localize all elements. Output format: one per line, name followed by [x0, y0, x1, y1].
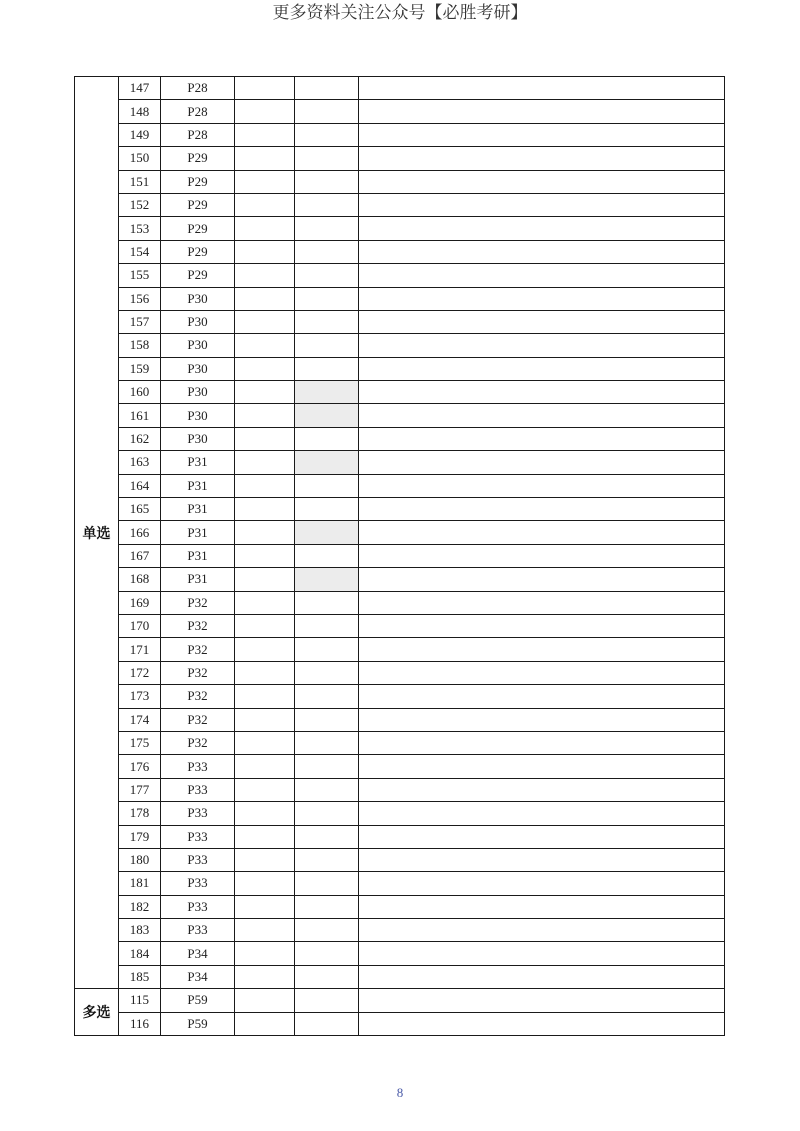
blank-cell-1[interactable]: [235, 310, 295, 333]
question-number-cell: 163: [119, 451, 161, 474]
table-row: [75, 708, 725, 731]
notes-cell[interactable]: [359, 381, 725, 404]
blank-cell-1[interactable]: [235, 802, 295, 825]
question-number-cell: 170: [119, 614, 161, 637]
table-row: [75, 170, 725, 193]
page-ref-cell: P29: [161, 240, 235, 263]
question-number-cell: 158: [119, 334, 161, 357]
answer-cell[interactable]: [295, 825, 359, 848]
table-row: [75, 474, 725, 497]
notes-cell[interactable]: [359, 498, 725, 521]
table-row: [75, 872, 725, 895]
question-number-cell: 159: [119, 357, 161, 380]
blank-cell-1[interactable]: [235, 381, 295, 404]
answer-cell[interactable]: [295, 848, 359, 871]
page-ref-cell: P30: [161, 334, 235, 357]
question-number-cell: 156: [119, 287, 161, 310]
question-number-cell: 150: [119, 147, 161, 170]
answer-cell[interactable]: [295, 919, 359, 942]
answer-cell[interactable]: [295, 193, 359, 216]
answer-cell[interactable]: [295, 661, 359, 684]
notes-cell[interactable]: [359, 708, 725, 731]
table-row: [75, 661, 725, 684]
blank-cell-1[interactable]: [235, 614, 295, 637]
question-number-cell: 166: [119, 521, 161, 544]
notes-cell[interactable]: [359, 240, 725, 263]
page-ref-cell: P59: [161, 989, 235, 1012]
question-number-cell: 172: [119, 661, 161, 684]
question-number-cell: 116: [119, 1012, 161, 1035]
answer-cell[interactable]: [295, 123, 359, 146]
page-ref-cell: P31: [161, 474, 235, 497]
blank-cell-1[interactable]: [235, 264, 295, 287]
table-row: [75, 614, 725, 637]
blank-cell-1[interactable]: [235, 568, 295, 591]
page-ref-cell: P32: [161, 638, 235, 661]
table-row: [75, 357, 725, 380]
blank-cell-1[interactable]: [235, 287, 295, 310]
question-number-cell: 148: [119, 100, 161, 123]
page-ref-cell: P32: [161, 685, 235, 708]
question-number-cell: 184: [119, 942, 161, 965]
notes-cell[interactable]: [359, 521, 725, 544]
page-ref-cell: P59: [161, 1012, 235, 1035]
page-ref-cell: P31: [161, 521, 235, 544]
table-row: [75, 240, 725, 263]
table-row: [75, 591, 725, 614]
answer-cell[interactable]: [295, 404, 359, 427]
question-number-cell: 185: [119, 965, 161, 988]
notes-cell[interactable]: [359, 661, 725, 684]
table-row: [75, 427, 725, 450]
blank-cell-1[interactable]: [235, 1012, 295, 1035]
page-ref-cell: P30: [161, 287, 235, 310]
answer-cell[interactable]: [295, 614, 359, 637]
blank-cell-1[interactable]: [235, 872, 295, 895]
blank-cell-1[interactable]: [235, 942, 295, 965]
answer-cell[interactable]: [295, 895, 359, 918]
table-row: [75, 825, 725, 848]
page-ref-cell: P30: [161, 404, 235, 427]
answer-cell[interactable]: [295, 334, 359, 357]
page-header: 更多资料关注公众号【必胜考研】: [272, 3, 528, 23]
blank-cell-1[interactable]: [235, 895, 295, 918]
blank-cell-1[interactable]: [235, 638, 295, 661]
answer-cell[interactable]: [295, 731, 359, 754]
question-number-cell: 151: [119, 170, 161, 193]
notes-cell[interactable]: [359, 100, 725, 123]
notes-cell[interactable]: [359, 264, 725, 287]
question-table: [74, 76, 725, 1036]
notes-cell[interactable]: [359, 310, 725, 333]
question-number-cell: 154: [119, 240, 161, 263]
table-row: [75, 731, 725, 754]
page-ref-cell: P34: [161, 965, 235, 988]
answer-cell[interactable]: [295, 474, 359, 497]
answer-cell[interactable]: [295, 544, 359, 567]
notes-cell[interactable]: [359, 1012, 725, 1035]
answer-cell[interactable]: [295, 287, 359, 310]
page-ref-cell: P30: [161, 310, 235, 333]
blank-cell-1[interactable]: [235, 989, 295, 1012]
blank-cell-1[interactable]: [235, 755, 295, 778]
answer-cell[interactable]: [295, 310, 359, 333]
question-number-cell: 155: [119, 264, 161, 287]
table-row: [75, 334, 725, 357]
question-number-cell: 182: [119, 895, 161, 918]
table-row: [75, 77, 725, 100]
blank-cell-1[interactable]: [235, 685, 295, 708]
question-number-cell: 147: [119, 77, 161, 100]
notes-cell[interactable]: [359, 544, 725, 567]
page-ref-cell: P32: [161, 614, 235, 637]
blank-cell-1[interactable]: [235, 825, 295, 848]
page-ref-cell: P31: [161, 544, 235, 567]
question-number-cell: 178: [119, 802, 161, 825]
table-row: [75, 264, 725, 287]
question-number-cell: 181: [119, 872, 161, 895]
question-number-cell: 157: [119, 310, 161, 333]
page-ref-cell: P32: [161, 708, 235, 731]
table-row: [75, 919, 725, 942]
blank-cell-1[interactable]: [235, 544, 295, 567]
question-type-cell: 单选: [75, 77, 119, 989]
answer-cell[interactable]: [295, 381, 359, 404]
blank-cell-1[interactable]: [235, 919, 295, 942]
table-row: [75, 521, 725, 544]
table-row: [75, 1012, 725, 1035]
blank-cell-1[interactable]: [235, 404, 295, 427]
notes-cell[interactable]: [359, 919, 725, 942]
question-number-cell: 175: [119, 731, 161, 754]
answer-cell[interactable]: [295, 1012, 359, 1035]
notes-cell[interactable]: [359, 147, 725, 170]
question-number-cell: 162: [119, 427, 161, 450]
notes-cell[interactable]: [359, 170, 725, 193]
blank-cell-1[interactable]: [235, 778, 295, 801]
page-ref-cell: P31: [161, 451, 235, 474]
question-number-cell: 169: [119, 591, 161, 614]
question-number-cell: 160: [119, 381, 161, 404]
table-row: [75, 498, 725, 521]
table-row: [75, 100, 725, 123]
page-ref-cell: P33: [161, 802, 235, 825]
blank-cell-1[interactable]: [235, 848, 295, 871]
table-row: [75, 451, 725, 474]
table-row: [75, 942, 725, 965]
answer-cell[interactable]: [295, 708, 359, 731]
answer-cell[interactable]: [295, 778, 359, 801]
page-ref-cell: P28: [161, 100, 235, 123]
question-number-cell: 165: [119, 498, 161, 521]
blank-cell-1[interactable]: [235, 77, 295, 100]
notes-cell[interactable]: [359, 357, 725, 380]
blank-cell-1[interactable]: [235, 731, 295, 754]
question-number-cell: 177: [119, 778, 161, 801]
page-ref-cell: P30: [161, 427, 235, 450]
answer-cell[interactable]: [295, 638, 359, 661]
page-ref-cell: P30: [161, 381, 235, 404]
question-number-cell: 161: [119, 404, 161, 427]
page-ref-cell: P33: [161, 895, 235, 918]
table-row: [75, 310, 725, 333]
notes-cell[interactable]: [359, 77, 725, 100]
table-row: [75, 544, 725, 567]
answer-cell[interactable]: [295, 521, 359, 544]
page-ref-cell: P32: [161, 591, 235, 614]
table-row: [75, 802, 725, 825]
blank-cell-1[interactable]: [235, 100, 295, 123]
table-row: [75, 989, 725, 1012]
question-number-cell: 164: [119, 474, 161, 497]
notes-cell[interactable]: [359, 123, 725, 146]
answer-cell[interactable]: [295, 427, 359, 450]
blank-cell-1[interactable]: [235, 123, 295, 146]
question-number-cell: 180: [119, 848, 161, 871]
blank-cell-1[interactable]: [235, 661, 295, 684]
answer-cell[interactable]: [295, 217, 359, 240]
question-number-cell: 174: [119, 708, 161, 731]
answer-cell[interactable]: [295, 591, 359, 614]
answer-cell[interactable]: [295, 872, 359, 895]
answer-cell[interactable]: [295, 498, 359, 521]
notes-cell[interactable]: [359, 287, 725, 310]
blank-cell-1[interactable]: [235, 965, 295, 988]
notes-cell[interactable]: [359, 193, 725, 216]
question-number-cell: 115: [119, 989, 161, 1012]
page-ref-cell: P29: [161, 264, 235, 287]
table-row: [75, 217, 725, 240]
blank-cell-1[interactable]: [235, 170, 295, 193]
notes-cell[interactable]: [359, 451, 725, 474]
blank-cell-1[interactable]: [235, 708, 295, 731]
page-ref-cell: P31: [161, 498, 235, 521]
notes-cell[interactable]: [359, 731, 725, 754]
page-ref-cell: P28: [161, 123, 235, 146]
question-number-cell: 168: [119, 568, 161, 591]
notes-cell[interactable]: [359, 591, 725, 614]
answer-cell[interactable]: [295, 170, 359, 193]
question-number-cell: 152: [119, 193, 161, 216]
table-row: [75, 848, 725, 871]
notes-cell[interactable]: [359, 474, 725, 497]
page-ref-cell: P34: [161, 942, 235, 965]
question-number-cell: 171: [119, 638, 161, 661]
page-ref-cell: P33: [161, 778, 235, 801]
page-ref-cell: P33: [161, 825, 235, 848]
notes-cell[interactable]: [359, 334, 725, 357]
notes-cell[interactable]: [359, 217, 725, 240]
page-ref-cell: P28: [161, 77, 235, 100]
page-ref-cell: P32: [161, 731, 235, 754]
notes-cell[interactable]: [359, 965, 725, 988]
notes-cell[interactable]: [359, 872, 725, 895]
question-type-cell: 多选: [75, 989, 119, 1036]
answer-cell[interactable]: [295, 240, 359, 263]
answer-cell[interactable]: [295, 77, 359, 100]
notes-cell[interactable]: [359, 989, 725, 1012]
table-row: [75, 381, 725, 404]
answer-cell[interactable]: [295, 147, 359, 170]
table-row: [75, 638, 725, 661]
answer-cell[interactable]: [295, 451, 359, 474]
answer-cell[interactable]: [295, 568, 359, 591]
table-row: [75, 895, 725, 918]
table-row: [75, 287, 725, 310]
notes-cell[interactable]: [359, 755, 725, 778]
blank-cell-1[interactable]: [235, 498, 295, 521]
blank-cell-1[interactable]: [235, 521, 295, 544]
blank-cell-1[interactable]: [235, 357, 295, 380]
blank-cell-1[interactable]: [235, 334, 295, 357]
page-ref-cell: P29: [161, 170, 235, 193]
blank-cell-1[interactable]: [235, 193, 295, 216]
table-row: [75, 778, 725, 801]
page-ref-cell: P29: [161, 193, 235, 216]
notes-cell[interactable]: [359, 895, 725, 918]
table-row: [75, 685, 725, 708]
notes-cell[interactable]: [359, 825, 725, 848]
question-number-cell: 173: [119, 685, 161, 708]
page-ref-cell: P29: [161, 147, 235, 170]
blank-cell-1[interactable]: [235, 147, 295, 170]
blank-cell-1[interactable]: [235, 217, 295, 240]
blank-cell-1[interactable]: [235, 427, 295, 450]
answer-cell[interactable]: [295, 685, 359, 708]
question-number-cell: 149: [119, 123, 161, 146]
table-row: [75, 568, 725, 591]
table-row: [75, 193, 725, 216]
question-number-cell: 153: [119, 217, 161, 240]
answer-cell[interactable]: [295, 264, 359, 287]
table-row: [75, 147, 725, 170]
page-ref-cell: P32: [161, 661, 235, 684]
answer-cell[interactable]: [295, 802, 359, 825]
page-ref-cell: P33: [161, 755, 235, 778]
page-ref-cell: P29: [161, 217, 235, 240]
question-number-cell: 179: [119, 825, 161, 848]
table-row: [75, 404, 725, 427]
question-table-body: [75, 77, 725, 1036]
page-ref-cell: P30: [161, 357, 235, 380]
notes-cell[interactable]: [359, 942, 725, 965]
table-row: [75, 755, 725, 778]
blank-cell-1[interactable]: [235, 474, 295, 497]
notes-cell[interactable]: [359, 778, 725, 801]
notes-cell[interactable]: [359, 848, 725, 871]
page-ref-cell: P33: [161, 848, 235, 871]
answer-cell[interactable]: [295, 989, 359, 1012]
answer-cell[interactable]: [295, 357, 359, 380]
answer-cell[interactable]: [295, 100, 359, 123]
page-ref-cell: P33: [161, 919, 235, 942]
page-number: 8: [396, 1085, 404, 1100]
notes-cell[interactable]: [359, 427, 725, 450]
notes-cell[interactable]: [359, 404, 725, 427]
blank-cell-1[interactable]: [235, 591, 295, 614]
notes-cell[interactable]: [359, 614, 725, 637]
page-ref-cell: P31: [161, 568, 235, 591]
answer-cell[interactable]: [295, 965, 359, 988]
answer-cell[interactable]: [295, 755, 359, 778]
notes-cell[interactable]: [359, 685, 725, 708]
blank-cell-1[interactable]: [235, 240, 295, 263]
notes-cell[interactable]: [359, 802, 725, 825]
blank-cell-1[interactable]: [235, 451, 295, 474]
question-number-cell: 176: [119, 755, 161, 778]
table-row: [75, 123, 725, 146]
question-number-cell: 183: [119, 919, 161, 942]
page-ref-cell: P33: [161, 872, 235, 895]
table-row: [75, 965, 725, 988]
notes-cell[interactable]: [359, 638, 725, 661]
question-number-cell: 167: [119, 544, 161, 567]
notes-cell[interactable]: [359, 568, 725, 591]
answer-cell[interactable]: [295, 942, 359, 965]
